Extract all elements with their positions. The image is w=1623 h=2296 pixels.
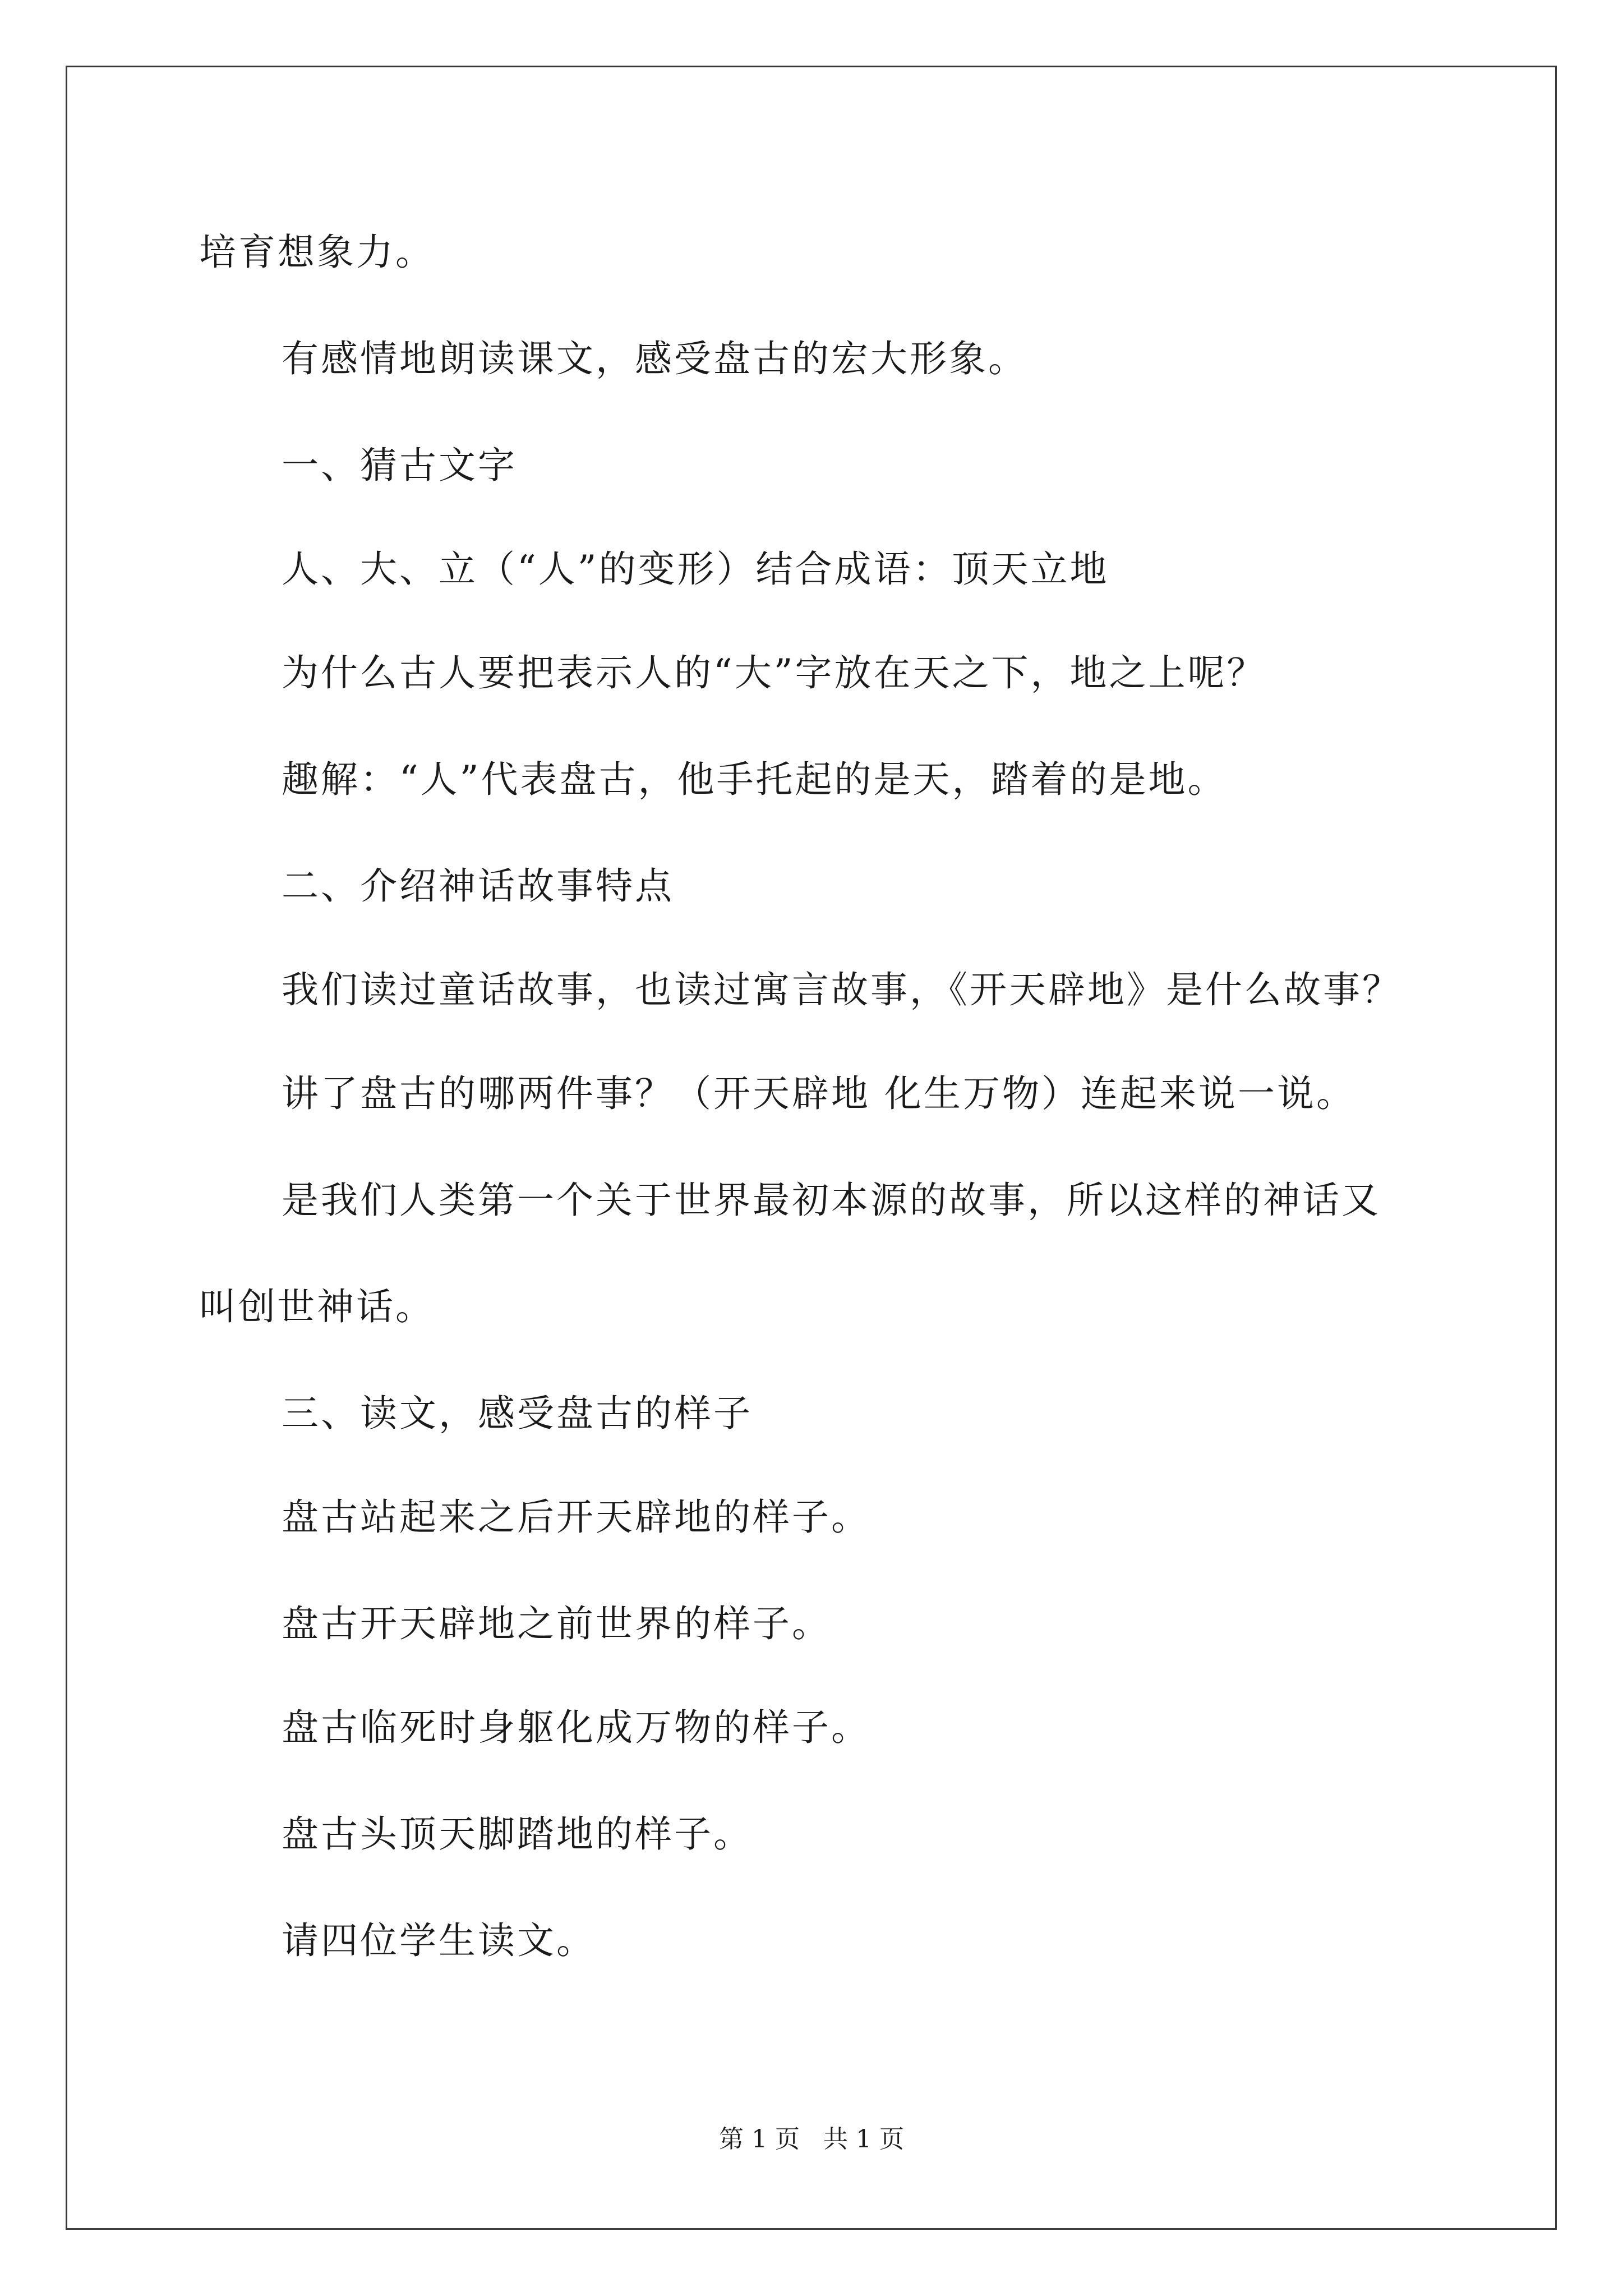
paragraph: 是我们人类第一个关于世界最初本源的故事，所以这样的神话又 bbox=[282, 1179, 1381, 1222]
section-heading: 二、介绍神话故事特点 bbox=[282, 864, 674, 908]
paragraph: 盘古头顶天脚踏地的样子。 bbox=[282, 1812, 753, 1856]
paragraph: 盘古开天辟地之前世界的样子。 bbox=[282, 1602, 831, 1645]
paragraph: 讲了盘古的哪两件事？（开天辟地 化生万物）连起来说一说。 bbox=[282, 1072, 1355, 1115]
paragraph-continuation: 叫创世神话。 bbox=[199, 1285, 435, 1328]
paragraph: 盘古站起来之后开天辟地的样子。 bbox=[282, 1496, 870, 1539]
page-footer: 第 1 页 共 1 页 bbox=[719, 2125, 904, 2154]
paragraph: 请四位学生读文。 bbox=[282, 1919, 596, 1962]
paragraph: 我们读过童话故事，也读过寓言故事，《开天辟地》是什么故事？ bbox=[282, 968, 1401, 1011]
paragraph: 为什么古人要把表示人的“大”字放在天之下，地之上呢？ bbox=[282, 651, 1266, 694]
paragraph: 趣解：“人”代表盘古，他手托起的是天，踏着的是地。 bbox=[282, 758, 1227, 801]
page-border bbox=[66, 66, 1557, 2230]
paragraph: 人、大、立（“人”的变形）结合成语：顶天立地 bbox=[282, 547, 1109, 591]
paragraph-continuation: 培育想象力。 bbox=[199, 231, 435, 274]
paragraph: 盘古临死时身躯化成万物的样子。 bbox=[282, 1706, 870, 1749]
paragraph: 有感情地朗读课文，感受盘古的宏大形象。 bbox=[282, 337, 1027, 380]
section-heading: 三、读文，感受盘古的样子 bbox=[282, 1392, 753, 1435]
section-heading: 一、猜古文字 bbox=[282, 444, 517, 487]
